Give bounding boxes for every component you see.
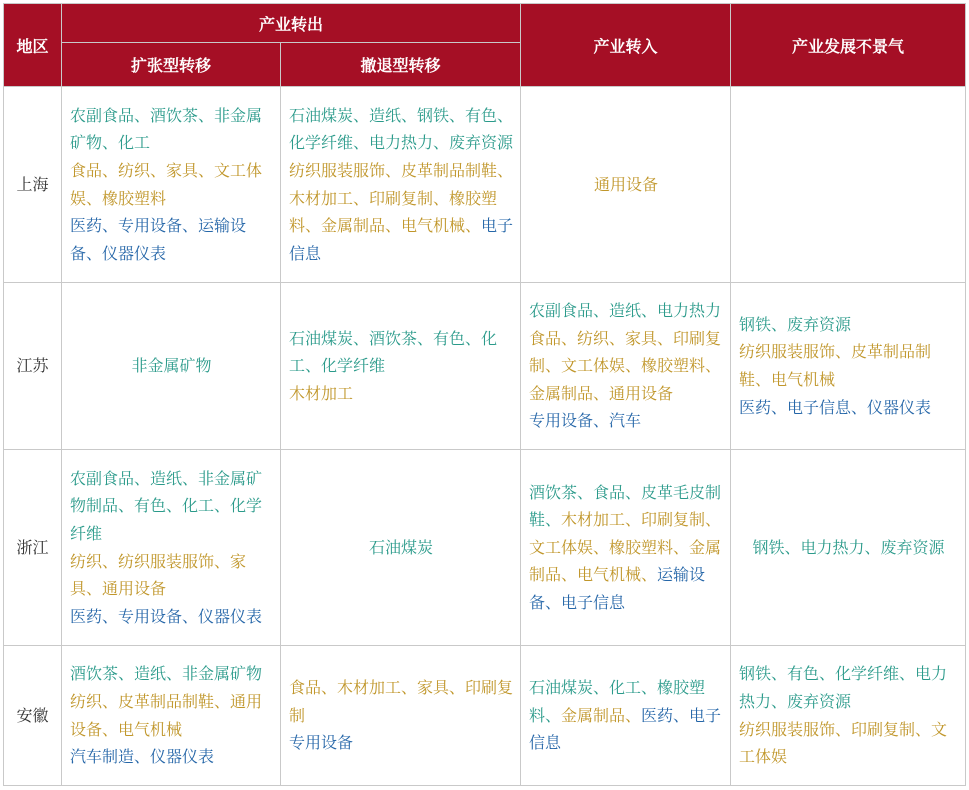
retreat-cell bbox=[281, 283, 521, 450]
industry-group: 通用设备 bbox=[594, 174, 659, 194]
industry-group: 金属制品、 bbox=[561, 705, 642, 725]
expansion-cell bbox=[62, 450, 281, 646]
downturn-cell bbox=[731, 450, 966, 646]
industry-group: 木材加工、印刷复制、文工体娱、橡胶塑料、金属制品、电气机械、 bbox=[529, 510, 722, 585]
industry-group: 医药、专用设备、仪器仪表 bbox=[70, 606, 263, 626]
retreat-cell bbox=[281, 646, 521, 786]
industry-group: 汽车制造、仪器仪表 bbox=[70, 747, 215, 767]
industry-group: 食品、纺织、家具、印刷复制、文工体娱、橡胶塑料、金属制品、通用设备 bbox=[529, 328, 722, 403]
expansion-cell bbox=[62, 646, 281, 786]
industry-group: 专用设备 bbox=[289, 733, 354, 753]
transfer-in-cell bbox=[521, 87, 731, 283]
industry-group: 电子信息 bbox=[289, 216, 514, 263]
header-expansion: 扩张型转移 bbox=[62, 43, 281, 87]
region-cell: 浙江 bbox=[4, 450, 62, 646]
header-downturn: 产业发展不景气 bbox=[731, 4, 966, 87]
region-cell: 安徽 bbox=[4, 646, 62, 786]
industry-transfer-table bbox=[3, 3, 966, 786]
table-row-shanghai bbox=[4, 87, 966, 283]
industry-group: 酒饮茶、造纸、非金属矿物 bbox=[70, 664, 263, 684]
industry-group: 钢铁、电力热力、废弃资源 bbox=[752, 537, 945, 557]
industry-group: 纺织、皮革制品制鞋、通用设备、电气机械 bbox=[70, 691, 263, 739]
transfer-in-cell bbox=[521, 450, 731, 646]
industry-group: 医药、专用设备、运输设备、仪器仪表 bbox=[70, 216, 247, 263]
industry-group: 酒饮茶、食品、皮革毛皮制鞋、 bbox=[529, 482, 722, 530]
industry-group: 纺织服装服饰、皮革制品制鞋、木材加工、印刷复制、橡胶塑料、金属制品、电气机械、 bbox=[289, 160, 514, 236]
expansion-cell bbox=[62, 87, 281, 283]
industry-group: 医药、电子信息、仪器仪表 bbox=[739, 397, 932, 417]
industry-group: 食品、纺织、家具、文工体娱、橡胶塑料 bbox=[70, 160, 263, 208]
industry-group: 食品、木材加工、家具、印刷复制 bbox=[289, 678, 514, 725]
table-row-zhejiang bbox=[4, 450, 966, 646]
downturn-cell bbox=[731, 283, 966, 450]
transfer-in-cell bbox=[521, 646, 731, 786]
header-transfer-in: 产业转入 bbox=[521, 4, 731, 87]
industry-group: 非金属矿物 bbox=[131, 356, 212, 376]
expansion-cell bbox=[62, 283, 281, 450]
industry-group: 石油煤炭、造纸、钢铁、有色、化学纤维、电力热力、废弃资源 bbox=[289, 105, 514, 153]
retreat-cell bbox=[281, 450, 521, 646]
industry-group: 纺织服装服饰、印刷复制、文工体娱 bbox=[739, 719, 948, 767]
industry-group: 农副食品、造纸、非金属矿物制品、有色、化工、化学纤维 bbox=[70, 468, 263, 543]
transfer-in-cell bbox=[521, 283, 731, 450]
industry-group: 农副食品、造纸、电力热力 bbox=[529, 301, 722, 321]
industry-group: 纺织服装服饰、皮革制品制鞋、电气机械 bbox=[739, 342, 932, 389]
retreat-cell bbox=[281, 87, 521, 283]
industry-group: 医药、电子信息 bbox=[529, 705, 722, 753]
downturn-cell bbox=[731, 646, 966, 786]
industry-group: 运输设备、电子信息 bbox=[529, 565, 706, 612]
region-cell: 上海 bbox=[4, 87, 62, 283]
industry-group: 钢铁、废弃资源 bbox=[739, 314, 852, 334]
industry-group: 石油煤炭、化工、橡胶塑料、 bbox=[529, 678, 706, 725]
downturn-cell bbox=[731, 87, 966, 283]
header-retreat: 撤退型转移 bbox=[281, 43, 521, 87]
industry-group: 石油煤炭、酒饮茶、有色、化工、化学纤维 bbox=[289, 328, 498, 376]
region-cell: 江苏 bbox=[4, 283, 62, 450]
header-region: 地区 bbox=[4, 4, 62, 87]
industry-group: 专用设备、汽车 bbox=[529, 411, 642, 431]
industry-group: 木材加工 bbox=[289, 383, 354, 403]
table-row-jiangsu bbox=[4, 283, 966, 450]
industry-group: 石油煤炭 bbox=[369, 537, 434, 557]
industry-group: 纺织、纺织服装服饰、家具、通用设备 bbox=[70, 551, 247, 599]
header-transfer-out: 产业转出 bbox=[62, 4, 521, 43]
table-row-anhui bbox=[4, 646, 966, 786]
industry-group: 农副食品、酒饮茶、非金属矿物、化工 bbox=[70, 105, 263, 153]
industry-group: 钢铁、有色、化学纤维、电力热力、废弃资源 bbox=[739, 664, 948, 711]
